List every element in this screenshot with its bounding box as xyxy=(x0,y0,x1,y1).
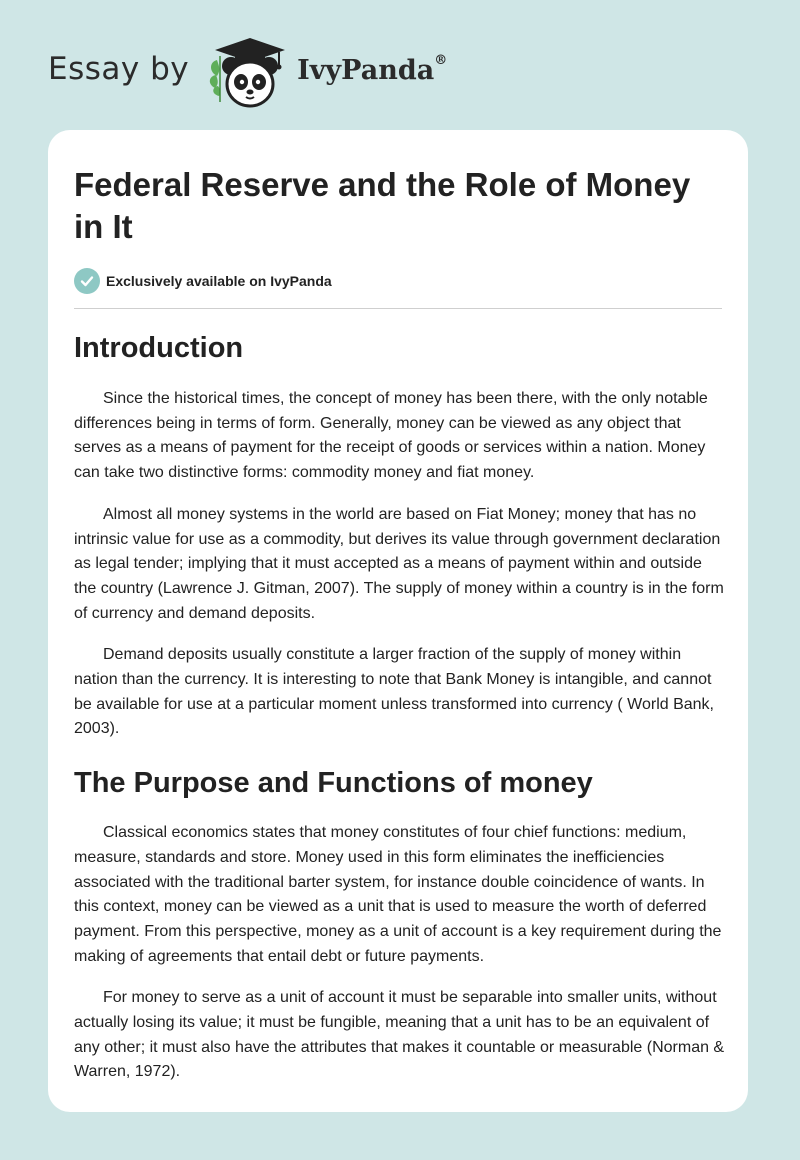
paragraph: Since the historical times, the concept of money has been there, with the only notable differences being in terms of form. Generally, money can be viewed as any object that serves as a means of payment for the receipt of goods or services within a nation. Money can take two distinctive forms: commodity money and fiat money. xyxy=(74,390,708,482)
brand-header xyxy=(48,32,648,112)
check-icon xyxy=(74,268,100,294)
paragraph: Almost all money systems in the world are based on Fiat Money; money that has no intrinsic value for use as a commodity, but derives its value through government declaration as legal tender; implying that it must accepted as a means of payment within and outside the country (Lawrence J. Gitman, 2007). The supply of money within a country is in the form of currency and demand deposits. xyxy=(74,505,724,622)
registered-mark: ® xyxy=(434,52,448,68)
divider xyxy=(74,308,722,309)
paragraph: Demand deposits usually constitute a larger fraction of the supply of money within nation than the currency. It is interesting to note that Bank Money is intangible, and cannot be available for use at a particular moment unless transformed into currency ( World Bank, 2003). xyxy=(74,646,714,738)
brand-prefix: Essay by xyxy=(48,51,190,87)
paragraph: For money to serve as a unit of account it must be separable into smaller units, without actually losing its value; it must be fungible, meaning that a unit has to be an equivalent of any other; it must also have the attributes that makes it countable or measurable (Norman & Warren, 1972). xyxy=(74,989,725,1081)
article-card xyxy=(48,130,748,1112)
page-title: Federal Reserve and the Role of Money in It xyxy=(74,166,691,245)
brand-name[interactable]: IvyPanda® xyxy=(297,52,448,86)
leaf-icon xyxy=(210,56,221,102)
paragraph: Classical economics states that money constitutes of four chief functions: medium, measure, standards and store. Money used in this form eliminates the inefficiencies associated with the traditional barter system, for instance double coincidence of wants. In this context, money can be viewed as a unit that is used to measure the worth of deferred payment. From this perspective, money as a unit of account is a key requirement during the making of agreements that entail debt or future payments. xyxy=(74,824,722,965)
section-heading-introduction: Introduction xyxy=(74,332,244,364)
badge-label: Exclusively available on IvyPanda xyxy=(106,273,332,289)
panda-graduate-logo-icon[interactable] xyxy=(205,32,295,112)
exclusive-badge xyxy=(74,267,722,295)
section-heading-purpose-functions: The Purpose and Functions of money xyxy=(74,767,593,800)
